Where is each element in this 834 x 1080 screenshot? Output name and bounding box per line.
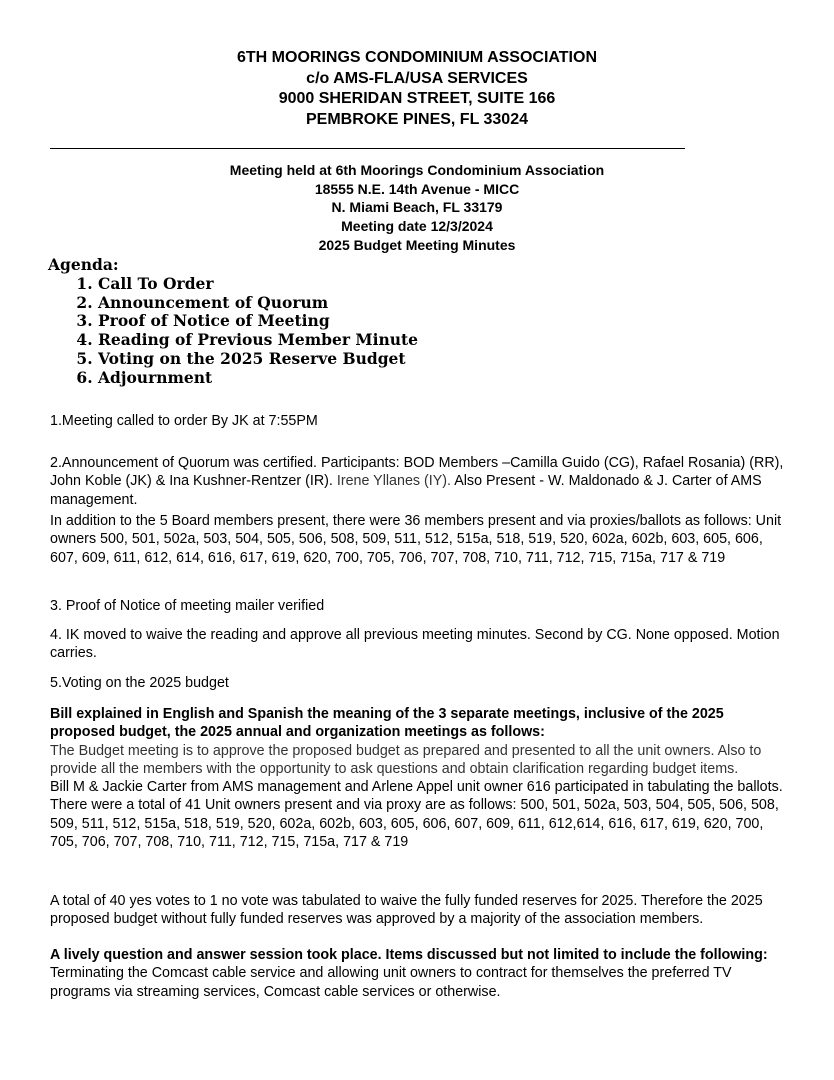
- explanation-text: The Budget meeting is to approve the proposed budget as prepared and presented to all the unit owners. Also to provide all the members with the opportunity to ask questions and obtain clarification regarding budget items.: [50, 742, 762, 777]
- meeting-line: N. Miami Beach, FL 33179: [331, 199, 503, 216]
- meeting-line: 18555 N.E. 14th Avenue - MICC: [314, 180, 520, 197]
- meeting-line: 2025 Budget Meeting Minutes: [318, 236, 516, 253]
- header-divider: [50, 148, 685, 149]
- quorum-text-extra: Irene Yllanes (IY).: [332, 473, 452, 490]
- agenda-item: 4. Reading of Previous Member Minute: [98, 331, 418, 350]
- agenda-item: 2. Announcement of Quorum: [98, 294, 418, 313]
- minutes-vote-result: A total of 40 yes votes to 1 no vote was tabulated to waive the fully funded reserves for 2025. Therefore the 2025 proposed budget without fully funded reserves was approved by a majority of the association members.: [50, 893, 763, 928]
- agenda-item: 1. Call To Order: [98, 275, 418, 294]
- minutes-quorum: [50, 454, 790, 509]
- explanation-bold: Bill explained in English and Spanish the meaning of the 3 separate meetings, inclusive of the 2025 proposed budget, the 2025 annual and organization meetings as follows:: [50, 706, 724, 741]
- qa-text: Terminating the Comcast cable service and allowing unit owners to contract for themselves the preferred TV programs via streaming services, Comcast cable services or otherwise.: [50, 965, 732, 1000]
- agenda-item: 6. Adjournment: [98, 369, 418, 388]
- association-header: [0, 48, 834, 130]
- meeting-line: Meeting date 12/3/2024: [341, 218, 493, 235]
- header-line: PEMBROKE PINES, FL 33024: [306, 110, 528, 128]
- quorum-text-present: Also Present - W. Maldonado & J. Carter of AMS management.: [50, 473, 762, 508]
- header-line: 9000 SHERIDAN STREET, SUITE 166: [278, 90, 556, 107]
- agenda-item: 3. Proof of Notice of Meeting: [98, 312, 418, 331]
- meeting-info: [0, 161, 834, 255]
- quorum-text: 2.Announcement of Quorum was certified. Participants: BOD Members –Camilla Guido (CG), Rafael Rosania) (RR), John Koble (JK) & Ina Kushner-Rentzer (IR).: [50, 455, 784, 490]
- agenda-title: Agenda:: [48, 255, 119, 274]
- header-line: 6TH MOORINGS CONDOMINIUM ASSOCIATION: [237, 49, 597, 66]
- qa-bold: A lively question and answer session took place. Items discussed but not limited to include the following:: [50, 947, 768, 963]
- meeting-line: Meeting held at 6th Moorings Condominium Association: [229, 162, 605, 178]
- minutes-notice: 3. Proof of Notice of meeting mailer verified: [50, 598, 325, 614]
- tabulators: Bill M & Jackie Carter from AMS management and Arlene Appel unit owner 616 participated in tabulating the ballots.: [50, 779, 783, 796]
- minutes-qa: [50, 946, 790, 1001]
- agenda-item: 5. Voting on the 2025 Reserve Budget: [98, 350, 418, 369]
- agenda: [48, 255, 418, 387]
- minutes-previous-minutes: 4. IK moved to waive the reading and approve all previous meeting minutes. Second by CG. None opposed. Motion carries.: [50, 627, 780, 662]
- minutes-voting-heading: 5.Voting on the 2025 budget: [50, 675, 229, 691]
- minutes-call-to-order: 1.Meeting called to order By JK at 7:55PM: [50, 413, 318, 429]
- minutes-attendance: In addition to the 5 Board members present, there were 36 members present and via proxies/ballots as follows: Unit owners 500, 501, 502a, 503, 504, 505, 506, 508, 509, 511, 512, 515a, 518, 519, 520, 602a, 602b, 603, 605, 606, 607, 609, 611, 612, 614, 616, 617, 619, 620, 700, 705, 706, 707, 708, 710, 711, 712, 715, 715a, 717 & 719: [50, 513, 782, 566]
- header-line: c/o AMS-FLA/USA SERVICES: [306, 69, 528, 87]
- minutes-budget-explanation: [50, 705, 790, 851]
- proxy-list: There were a total of 41 Unit owners present and via proxy are as follows: 500, 501, 502a, 503, 504, 505, 506, 508, 509, 511, 512, 515a, 518, 519, 520, 602a, 602b, 603, 605, 606, 607, 609, 611, 612,614, 616, 617, 619, 620, 700, 705, 706, 707, 708, 710, 711, 712, 715, 715a, 717 & 719: [50, 797, 779, 851]
